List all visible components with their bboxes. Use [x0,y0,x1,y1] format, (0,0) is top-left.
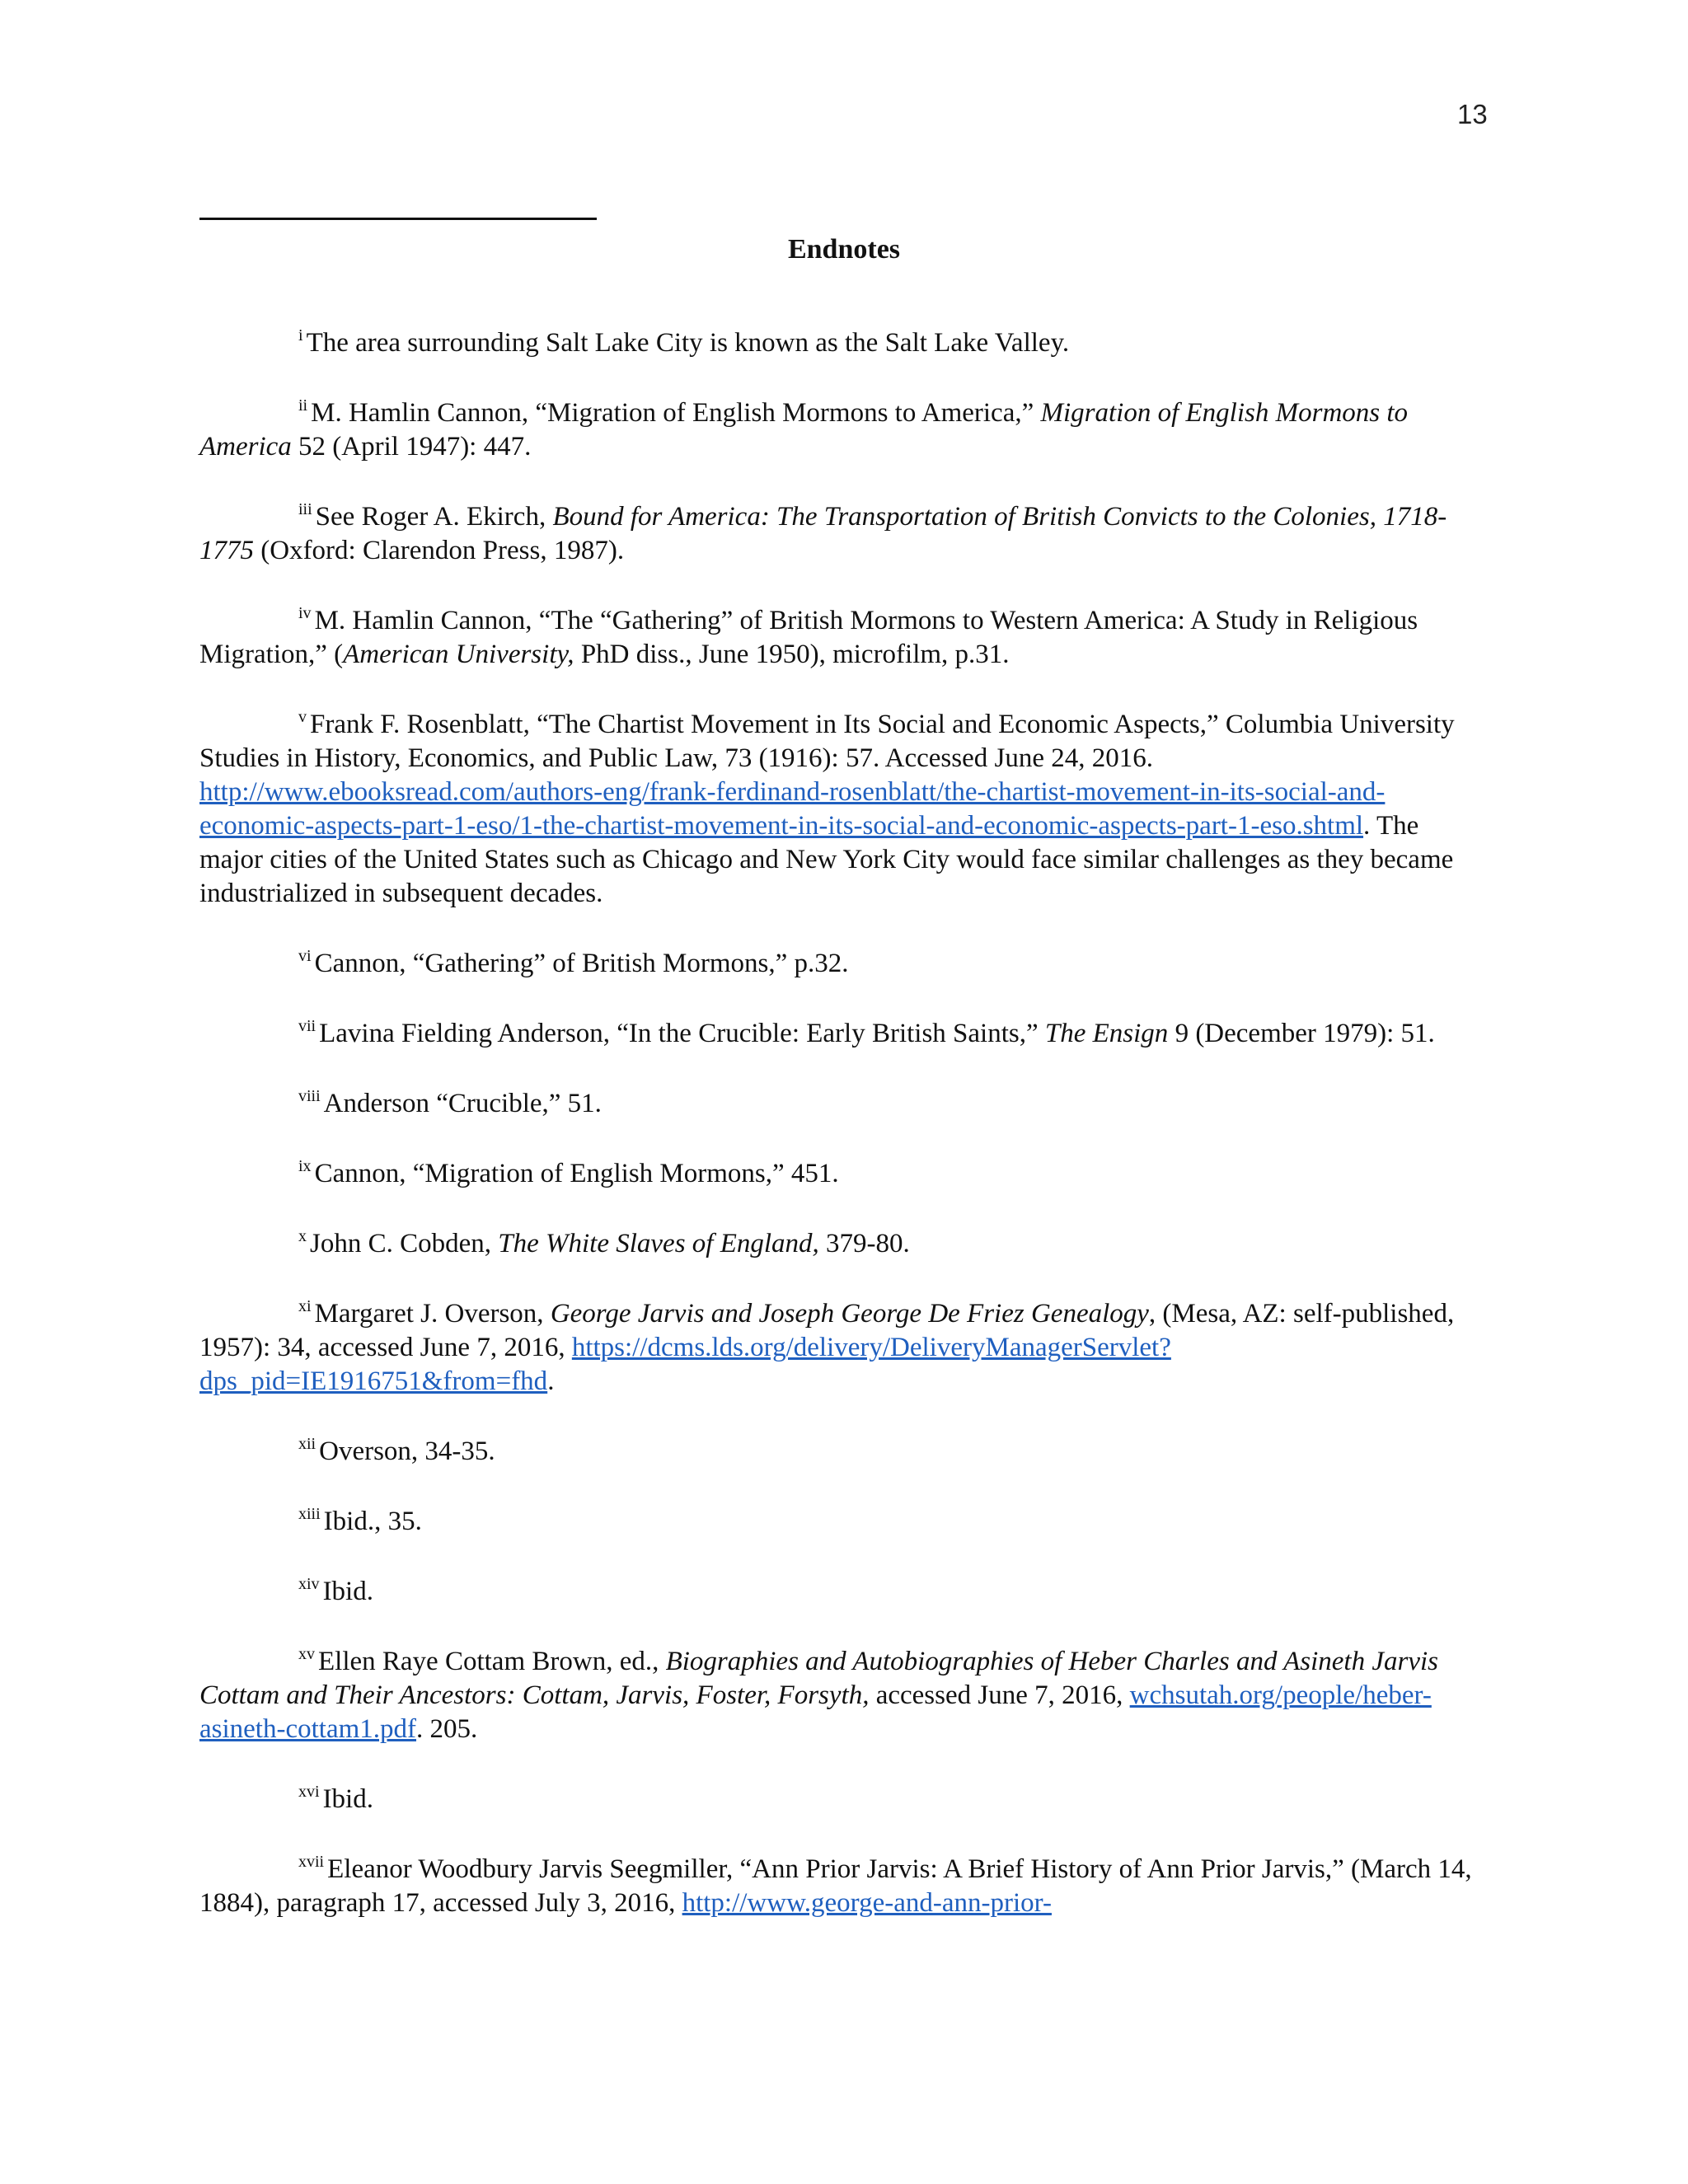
endnote-text: . The major cities of the United States such as Chicago and New York City would face similar challenges as they became industrialized in subsequent decades. [199,811,1454,908]
endnote-2 [199,396,1485,464]
endnote-7 [199,1017,1485,1051]
endnote-text: M. Hamlin Cannon, “The “Gathering” of British Mormons to Western America: A Study in Religious Migration,” ( [199,606,1418,669]
endnote-marker: xvi [298,1783,320,1801]
page-title: Endnotes [787,234,901,265]
endnote-marker: xi [298,1297,312,1315]
endnote-8 [199,1087,1485,1121]
endnote-text: Ibid., 35. [323,1507,422,1536]
endnote-marker: xii [298,1435,316,1453]
endnote-text: , (Mesa, AZ: self-published, 1957): 34, accessed June 7, 2016, [199,1299,1455,1362]
endnote-text: Cannon, “Gathering” of British Mormons,” p.32. [314,949,849,978]
endnote-marker: ix [298,1157,312,1175]
page-number: 13 [1457,99,1488,129]
endnote-text: Ellen Raye Cottam Brown, ed., [318,1647,666,1676]
endnote-italic-title: The White Slaves of England, [498,1229,819,1258]
endnote-text: The area surrounding Salt Lake City is known as the Salt Lake Valley. [306,328,1070,358]
endnotes-list [199,326,1485,1957]
endnote-text: John C. Cobden, [310,1229,499,1258]
endnote-italic-title: Migration of English Mormons to America [199,398,1409,462]
endnote-text: M. Hamlin Cannon, “Migration of English Mormons to America,” [311,398,1041,428]
endnote-text: Anderson “Crucible,” 51. [323,1089,602,1118]
endnote-italic-title: George Jarvis and Joseph George De Friez Genealogy [550,1299,1149,1329]
endnote-text: Ibid. [322,1577,373,1606]
endnote-marker: vi [298,947,312,965]
endnote-link[interactable]: http://www.ebooksread.com/authors-eng/frank-ferdinand-rosenblatt/the-chartist-movement-in-its-social-and-economic-aspects-part-1-eso/1-the-chartist-movement-in-its-social-and-economic-aspects-part-1-eso.shtml [199,777,1386,841]
endnote-link[interactable]: https://dcms.lds.org/delivery/DeliveryManagerServlet?dps_pid=IE1916751&from=fhd [199,1333,1171,1396]
endnote-3 [199,500,1485,568]
endnote-marker: iii [298,500,312,518]
endnote-16 [199,1783,1485,1816]
endnote-marker: v [298,708,307,726]
endnote-italic-title: Biographies and Autobiographies of Heber Charles and Asineth Jarvis Cottam and Their Ancestors: Cottam, Jarvis, Foster, Forsyth, [199,1647,1438,1710]
endnote-marker: xv [298,1645,315,1663]
endnote-italic-title: The Ensign [1044,1019,1169,1048]
endnote-text: PhD diss., June 1950), microfilm, p.31. [574,640,1010,669]
endnote-text: See Roger A. Ekirch, [315,502,553,532]
endnote-text: Margaret J. Overson, [314,1299,551,1329]
endnote-17 [199,1853,1485,1920]
endnote-text: accessed June 7, 2016, [869,1680,1130,1710]
endnote-marker: i [298,326,303,344]
endnote-text: 379-80. [818,1229,910,1258]
endnote-marker: vii [298,1017,316,1035]
endnote-text: Lavina Fielding Anderson, “In the Crucible: Early British Saints,” [319,1019,1045,1048]
endnote-text: Eleanor Woodbury Jarvis Seegmiller, “Ann Prior Jarvis: A Brief History of Ann Prior Jarvis,” (March 14, 1884), paragraph 17, accessed July 3, 2016, [199,1854,1472,1918]
endnote-marker: xiv [298,1575,320,1593]
endnote-marker: xvii [298,1853,325,1871]
separator-rule [199,218,597,220]
endnote-text: 9 (December 1979): 51. [1168,1019,1435,1048]
endnote-text: . [547,1366,555,1396]
endnote-marker: xiii [298,1505,321,1523]
endnote-italic-title: Bound for America: The Transportation of British Convicts to the Colonies, 1718-1775 [199,502,1447,565]
endnote-link[interactable]: wchsutah.org/people/heber-asineth-cottam1.pdf [199,1680,1432,1744]
endnote-marker: iv [298,604,312,622]
endnote-text: 52 (April 1947): 447. [291,432,532,462]
endnote-marker: ii [298,396,308,415]
endnote-13 [199,1505,1485,1539]
endnote-14 [199,1575,1485,1609]
endnote-11 [199,1297,1485,1399]
endnote-15 [199,1645,1485,1746]
endnote-text: Frank F. Rosenblatt, “The Chartist Movement in Its Social and Economic Aspects,” Columbia University Studies in History, Economics, and Public Law, 73 (1916): 57. Accessed June 24, 2016. [199,710,1455,773]
endnote-text: Ibid. [322,1784,373,1814]
endnote-5 [199,708,1485,911]
endnote-link[interactable]: http://www.george-and-ann-prior- [682,1888,1052,1918]
endnote-text: . 205. [416,1714,478,1744]
endnote-10 [199,1227,1485,1261]
endnote-6 [199,947,1485,981]
endnote-12 [199,1435,1485,1469]
endnote-marker: viii [298,1087,321,1105]
endnote-1 [199,326,1485,360]
endnote-9 [199,1157,1485,1191]
endnote-4 [199,604,1485,672]
endnote-text: Overson, 34-35. [319,1436,495,1466]
endnote-marker: x [298,1227,307,1245]
endnote-italic-title: American University, [343,640,574,669]
endnote-text: (Oxford: Clarendon Press, 1987). [254,536,625,565]
endnote-text: Cannon, “Migration of English Mormons,” 451. [314,1159,839,1188]
